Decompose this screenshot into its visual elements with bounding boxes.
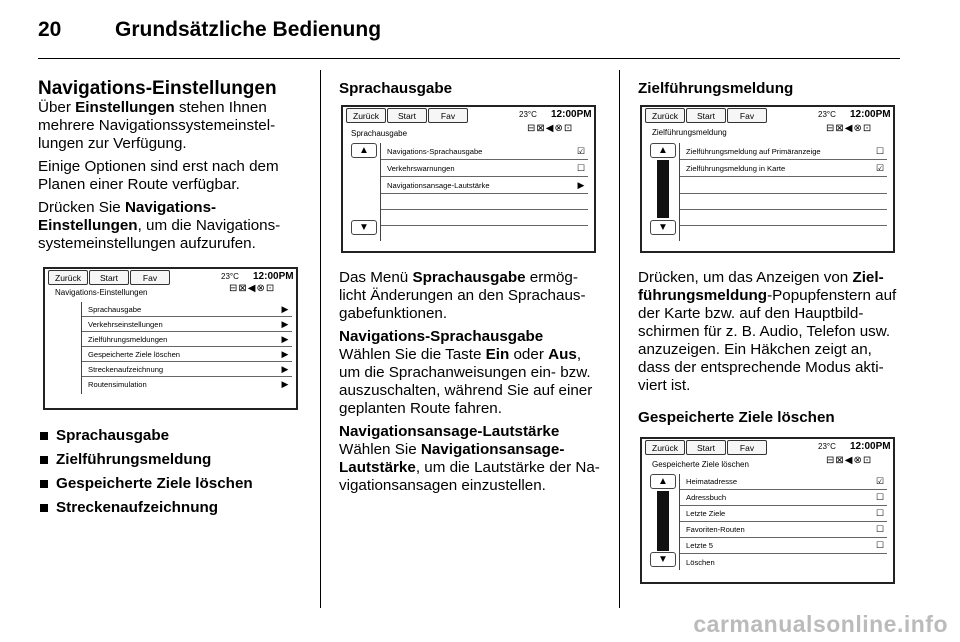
column-2-text bbox=[339, 269, 603, 495]
list-item[interactable]: Verkehrseinstellungen ▶ bbox=[82, 317, 292, 332]
arrow-up-icon: ▲ bbox=[658, 145, 668, 156]
topic-list bbox=[40, 427, 302, 523]
checkbox-checked-icon[interactable]: ☑ bbox=[875, 162, 885, 173]
arrow-up-icon: ▲ bbox=[658, 476, 668, 487]
back-button[interactable]: Zurück bbox=[346, 108, 386, 123]
saved-destinations-list bbox=[679, 474, 887, 570]
watermark: carmanualsonline.info bbox=[693, 611, 948, 637]
clock: 12:00PM bbox=[850, 109, 891, 120]
list-item[interactable]: Verkehrswarnungen ☐ bbox=[381, 160, 588, 177]
column-1 bbox=[38, 78, 300, 253]
start-button[interactable]: Start bbox=[686, 108, 726, 123]
list-item[interactable]: Navigations-Sprachausgabe ☑ bbox=[381, 143, 588, 160]
checkbox-icon[interactable]: ☐ bbox=[875, 145, 885, 156]
list-item bbox=[381, 194, 588, 210]
list-item: Sprachausgabe bbox=[40, 427, 302, 445]
status-icons: ⊟⊠◀⊗⊡ bbox=[527, 123, 574, 134]
list-item[interactable]: Sprachausgabe ▶ bbox=[82, 302, 292, 317]
screen-title: Navigations-Einstellungen bbox=[55, 288, 148, 297]
voice-options-list bbox=[380, 143, 588, 241]
status-icons: ⊟⊠◀⊗⊡ bbox=[229, 283, 276, 294]
list-item[interactable]: Gespeicherte Ziele löschen ▶ bbox=[82, 347, 292, 362]
status-icons: ⊟⊠◀⊗⊡ bbox=[826, 123, 873, 134]
scrollbar[interactable] bbox=[657, 491, 669, 551]
chevron-right-icon: ▶ bbox=[577, 179, 585, 190]
chevron-right-icon: ▶ bbox=[281, 303, 289, 314]
column-divider-2 bbox=[619, 70, 620, 608]
list-item bbox=[680, 177, 887, 194]
delete-destinations-screen bbox=[640, 437, 895, 584]
list-item[interactable]: Routensimulation ▶ bbox=[82, 377, 292, 392]
chevron-right-icon: ▶ bbox=[281, 348, 289, 359]
page-title: Grundsätzliche Bedienung bbox=[115, 18, 382, 41]
scroll-up-button[interactable] bbox=[650, 143, 676, 158]
section-heading: Navigations-Einstellungen bbox=[38, 78, 277, 99]
delete-button[interactable]: Löschen bbox=[686, 557, 715, 567]
screen-title: Gespeicherte Ziele löschen bbox=[652, 460, 749, 469]
paragraph: Wählen Sie die Taste Ein oder Aus, um die Sprachanweisungen ein- bzw. auszuschalten, während Sie auf einer geplanten Route fahren. bbox=[339, 346, 593, 417]
list-item[interactable]: Navigationsansage-Lautstärke ▶ bbox=[381, 177, 588, 194]
fav-button[interactable]: Fav bbox=[727, 440, 767, 455]
list-item[interactable]: Zielführungsmeldung auf Primäranzeige ☐ bbox=[680, 143, 887, 160]
settings-list bbox=[81, 302, 292, 394]
guidance-message-screen bbox=[640, 105, 895, 253]
back-button[interactable]: Zurück bbox=[645, 108, 685, 123]
fav-button[interactable]: Fav bbox=[428, 108, 468, 123]
nav-settings-screen bbox=[43, 267, 298, 410]
chevron-right-icon: ▶ bbox=[281, 318, 289, 329]
subheading: Gespeicherte Ziele löschen bbox=[638, 409, 835, 426]
list-item[interactable]: Favoriten-Routen ☐ bbox=[680, 522, 887, 538]
chevron-right-icon: ▶ bbox=[281, 363, 289, 374]
checkbox-icon[interactable]: ☐ bbox=[875, 492, 885, 502]
section-heading: Sprachausgabe bbox=[339, 80, 453, 97]
list-item[interactable]: Heimatadresse ☑ bbox=[680, 474, 887, 490]
chevron-right-icon: ▶ bbox=[281, 379, 289, 389]
list-item[interactable]: Adressbuch ☐ bbox=[680, 490, 887, 506]
scroll-down-button[interactable] bbox=[351, 220, 377, 235]
list-item bbox=[680, 194, 887, 210]
clock: 12:00PM bbox=[253, 271, 294, 282]
back-button[interactable]: Zurück bbox=[645, 440, 685, 455]
list-item bbox=[680, 210, 887, 226]
temperature: 23°C bbox=[818, 110, 836, 119]
start-button[interactable]: Start bbox=[387, 108, 427, 123]
checkbox-checked-icon[interactable]: ☑ bbox=[875, 476, 885, 486]
list-item: Gespeicherte Ziele löschen bbox=[40, 475, 302, 493]
list-item[interactable]: Zielführungsmeldung in Karte ☑ bbox=[680, 160, 887, 177]
scrollbar[interactable] bbox=[657, 160, 669, 218]
list-item[interactable]: Letzte Ziele ☐ bbox=[680, 506, 887, 522]
voice-output-screen bbox=[341, 105, 596, 253]
arrow-down-icon: ▼ bbox=[359, 222, 369, 233]
list-item[interactable]: Letzte 5 ☐ bbox=[680, 538, 887, 554]
checkbox-checked-icon[interactable]: ☑ bbox=[576, 145, 586, 156]
start-button[interactable]: Start bbox=[686, 440, 726, 455]
checkbox-icon[interactable]: ☐ bbox=[875, 540, 885, 550]
paragraph: Drücken Sie Navigations-Einstellungen, um die Navigations-systemeinstellungen aufzurufen. bbox=[38, 199, 281, 252]
list-item[interactable]: Zielführungsmeldungen ▶ bbox=[82, 332, 292, 347]
start-button[interactable]: Start bbox=[89, 270, 129, 285]
scroll-down-button[interactable] bbox=[650, 220, 676, 235]
header-divider bbox=[38, 58, 900, 59]
paragraph: Einige Optionen sind erst nach dem Planen einer Route verfügbar. bbox=[38, 158, 279, 193]
checkbox-icon[interactable]: ☐ bbox=[875, 508, 885, 518]
status-icons: ⊟⊠◀⊗⊡ bbox=[826, 455, 873, 466]
column-3-text bbox=[638, 269, 902, 427]
guidance-options-list bbox=[679, 143, 887, 241]
chevron-right-icon: ▶ bbox=[281, 333, 289, 344]
subheading: Navigations-Sprachausgabe bbox=[339, 328, 544, 345]
arrow-down-icon: ▼ bbox=[658, 222, 668, 233]
clock: 12:00PM bbox=[551, 109, 592, 120]
list-item bbox=[381, 210, 588, 226]
temperature: 23°C bbox=[221, 272, 239, 281]
scroll-up-button[interactable] bbox=[650, 474, 676, 489]
paragraph: Drücken, um das Anzeigen von Ziel-führungsmeldung-Popupfenstern auf der Karte bzw. auf den Hauptbild-schirmen für z. B. Audio, Telefon usw. anzuzeigen. Ein Häkchen zeigt an, dass der entsprechende Modus akti-viert ist. bbox=[638, 269, 897, 394]
fav-button[interactable]: Fav bbox=[727, 108, 767, 123]
list-item[interactable]: Streckenaufzeichnung ▶ bbox=[82, 362, 292, 377]
paragraph: Über Einstellungen stehen Ihnen mehrere Navigationssystemeinstel-lungen zur Verfügung. bbox=[38, 99, 276, 152]
arrow-up-icon: ▲ bbox=[359, 145, 369, 156]
section-heading: Zielführungsmeldung bbox=[638, 80, 794, 97]
temperature: 23°C bbox=[519, 110, 537, 119]
arrow-down-icon: ▼ bbox=[658, 554, 668, 565]
checkbox-icon[interactable]: ☐ bbox=[576, 162, 586, 173]
paragraph: Das Menü Sprachausgabe ermög-licht Änderungen an den Sprachaus-gabefunktionen. bbox=[339, 269, 586, 322]
column-divider-1 bbox=[320, 70, 321, 608]
scroll-down-button[interactable] bbox=[650, 552, 676, 567]
page-number: 20 bbox=[38, 18, 62, 41]
checkbox-icon[interactable]: ☐ bbox=[875, 524, 885, 534]
list-item: Streckenaufzeichnung bbox=[40, 499, 302, 517]
scroll-up-button[interactable] bbox=[351, 143, 377, 158]
clock: 12:00PM bbox=[850, 441, 891, 452]
paragraph: Wählen Sie Navigationsansage-Lautstärke, um die Lautstärke der Na-vigationsansagen einzustellen. bbox=[339, 441, 600, 494]
list-item: Zielführungsmeldung bbox=[40, 451, 302, 469]
temperature: 23°C bbox=[818, 442, 836, 451]
subheading: Navigationsansage-Lautstärke bbox=[339, 423, 560, 440]
screen-title: Sprachausgabe bbox=[351, 129, 408, 138]
back-button[interactable]: Zurück bbox=[48, 270, 88, 285]
fav-button[interactable]: Fav bbox=[130, 270, 170, 285]
screen-title: Zielführungsmeldung bbox=[652, 128, 727, 137]
